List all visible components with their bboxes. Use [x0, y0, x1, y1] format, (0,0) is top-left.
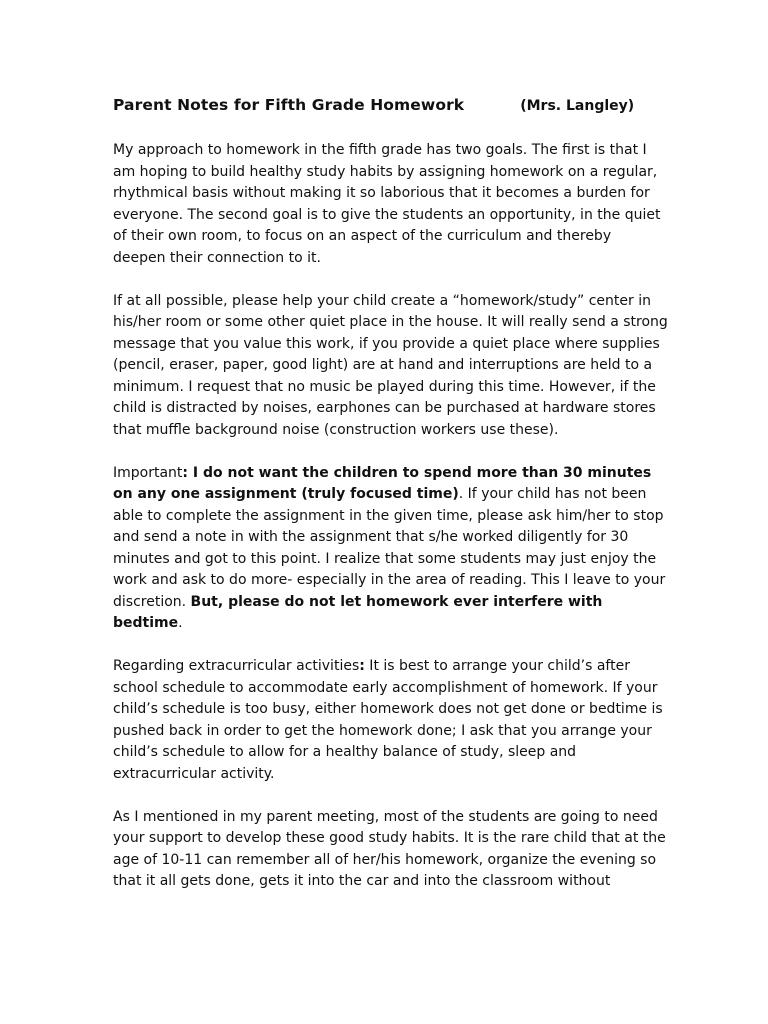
important-end: .	[178, 615, 183, 631]
important-label: Important	[113, 464, 183, 481]
important-body: . If your child has not been able to complete the assignment in the given time, please ask him/her to stop and send a note in with the assignment that s/he worked diligently for 30 minutes and got to this point. I realize that some students may just enjoy the work and ask to do more- especially in the area of reading. This I leave to your discretion.	[113, 486, 666, 610]
paragraph-important	[113, 463, 668, 635]
title-row	[113, 96, 668, 120]
extracurricular-body: It is best to arrange your child’s after school schedule to accommodate early accomplishment of homework. If your child’s schedule is too busy, either homework does not get done or bedtime is pushed back in order to get the homework done; I ask that you arrange your child’s schedule to allow for a healthy balance of study, sleep and extracurricular activity.	[113, 658, 663, 782]
paragraph-study-center: If at all possible, please help your child create a “homework/study” center in his/her room or some other quiet place in the house. It will really send a strong message that you value this work, if you provide a quiet place where supplies (pencil, eraser, paper, good light) are at hand and interruptions are held to a minimum. I request that no music be played during this time. However, if the child is distracted by noises, earphones can be purchased at hardware stores that muffle background noise (construction workers use these).	[113, 292, 668, 438]
teacher-name: (Mrs. Langley)	[520, 98, 635, 114]
extracurricular-colon: :	[359, 658, 365, 674]
time-limit-statement: I do not want the children to spend more than 30 minutes on any one assignment (truly focused time)	[113, 464, 652, 502]
extracurricular-label: Regarding extracurricular activities	[113, 658, 360, 674]
paragraph-goals: My approach to homework in the fifth grade has two goals. The first is that I am hoping to build healthy study habits by assigning homework on a regular, rhythmical basis without making it so laborious that it becomes a burden for everyone. The second goal is to give the students an opportunity, in the quiet of their own room, to focus on an aspect of the curriculum and thereby deepen their connection to it.	[113, 142, 661, 266]
important-colon: :	[182, 464, 193, 481]
paragraph-extracurricular	[113, 656, 668, 785]
paragraph-support: As I mentioned in my parent meeting, most of the students are going to need your support to develop these good study habits. It is the rare child that at the age of 10-11 can remember all of her/his homework, organize the evening so that it all gets done, gets it into the car and into the classroom without	[113, 808, 666, 889]
document-title: Parent Notes for Fifth Grade Homework	[113, 96, 465, 114]
bedtime-statement: But, please do not let homework ever interfere with bedtime	[113, 593, 603, 631]
